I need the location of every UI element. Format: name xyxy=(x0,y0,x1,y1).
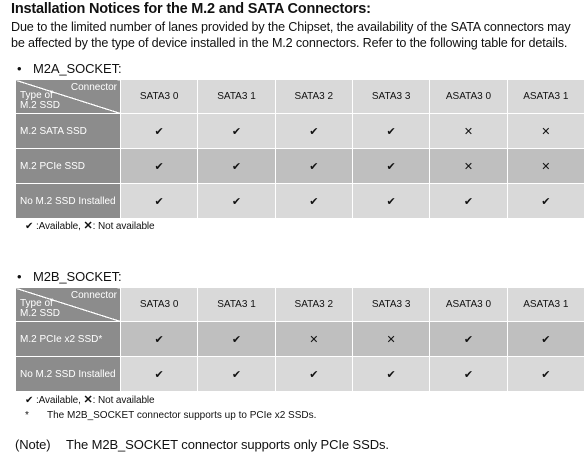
legend-not-available-text: : Not available xyxy=(92,221,155,232)
status-mark: ✔ xyxy=(352,114,429,149)
status-mark: ✔ xyxy=(507,184,584,219)
column-header: SATA3 0 xyxy=(121,80,198,114)
corner-connector-label: Connector xyxy=(70,82,117,93)
column-header: ASATA3 1 xyxy=(507,80,584,114)
status-mark: ✔ xyxy=(275,357,352,392)
status-mark: ✔ xyxy=(198,357,275,392)
cross-icon: ✕ xyxy=(83,394,93,406)
m2b-footnote xyxy=(25,410,316,421)
row-label: M.2 PCIe x2 SSD* xyxy=(16,322,121,357)
column-header: SATA3 3 xyxy=(352,80,429,114)
corner-type-label xyxy=(20,91,60,111)
status-mark: ✔ xyxy=(121,184,198,219)
table-row xyxy=(16,114,585,149)
m2b-corner-cell xyxy=(16,288,121,322)
status-mark: ✕ xyxy=(275,322,352,357)
status-mark: ✔ xyxy=(121,322,198,357)
legend-not-available-text: : Not available xyxy=(92,395,155,406)
status-mark: ✔ xyxy=(198,184,275,219)
status-mark: ✕ xyxy=(430,149,507,184)
status-mark: ✔ xyxy=(430,184,507,219)
corner-connector-label: Connector xyxy=(70,290,117,301)
status-mark: ✔ xyxy=(198,114,275,149)
status-mark: ✔ xyxy=(275,184,352,219)
status-mark: ✔ xyxy=(430,322,507,357)
status-mark: ✔ xyxy=(121,114,198,149)
status-mark: ✔ xyxy=(198,322,275,357)
check-icon: ✔ xyxy=(25,395,34,406)
legend-available-text: :Available, xyxy=(35,221,81,232)
corner-type-line2: M.2 SSD xyxy=(20,100,61,111)
note-line xyxy=(15,437,389,452)
m2a-legend xyxy=(25,219,155,232)
status-mark: ✔ xyxy=(198,149,275,184)
row-label: No M.2 SSD Installed xyxy=(16,357,121,392)
column-header: ASATA3 0 xyxy=(430,80,507,114)
corner-type-line2: M.2 SSD xyxy=(20,308,61,319)
legend-available-text: :Available, xyxy=(35,395,81,406)
status-mark: ✔ xyxy=(430,357,507,392)
status-mark: ✔ xyxy=(507,322,584,357)
table-row xyxy=(16,184,585,219)
m2b-heading xyxy=(17,269,122,284)
intro-paragraph: Due to the limited number of lanes provided by the Chipset, the availability of the SATA connectors may be affected by the type of device installed in the M.2 connectors. Refer to the following table for details. xyxy=(11,20,571,50)
status-mark: ✔ xyxy=(275,149,352,184)
footnote-marker: * xyxy=(25,410,29,421)
m2a-table xyxy=(15,79,585,219)
column-header: ASATA3 0 xyxy=(430,288,507,322)
corner-type-label xyxy=(20,299,60,319)
column-header: SATA3 2 xyxy=(275,288,352,322)
corner-type-line1: Type of xyxy=(20,298,53,309)
cross-icon: ✕ xyxy=(83,220,93,232)
row-label: M.2 PCIe SSD xyxy=(16,149,121,184)
column-header: SATA3 0 xyxy=(121,288,198,322)
m2b-header-row xyxy=(16,288,585,322)
table-row xyxy=(16,149,585,184)
table-row xyxy=(16,357,585,392)
m2a-heading xyxy=(17,61,122,76)
status-mark: ✕ xyxy=(352,322,429,357)
page-title: Installation Notices for the M.2 and SATA Connectors: xyxy=(11,1,371,17)
m2a-heading-text: M2A_SOCKET: xyxy=(33,61,122,76)
column-header: SATA3 1 xyxy=(198,288,275,322)
status-mark: ✔ xyxy=(352,149,429,184)
status-mark: ✔ xyxy=(352,184,429,219)
column-header: ASATA3 1 xyxy=(507,288,584,322)
note-text: The M2B_SOCKET connector supports only PCIe SSDs. xyxy=(66,437,389,452)
status-mark: ✕ xyxy=(507,149,584,184)
corner-type-line1: Type of xyxy=(20,90,53,101)
note-tag: (Note) xyxy=(15,437,51,452)
column-header: SATA3 3 xyxy=(352,288,429,322)
status-mark: ✔ xyxy=(507,357,584,392)
status-mark: ✔ xyxy=(121,357,198,392)
bullet-icon: • xyxy=(17,61,22,76)
status-mark: ✕ xyxy=(430,114,507,149)
bullet-icon: • xyxy=(17,269,22,284)
status-mark: ✔ xyxy=(275,114,352,149)
status-mark: ✔ xyxy=(121,149,198,184)
row-label: No M.2 SSD Installed xyxy=(16,184,121,219)
status-mark: ✕ xyxy=(507,114,584,149)
column-header: SATA3 2 xyxy=(275,80,352,114)
m2a-header-row xyxy=(16,80,585,114)
m2b-legend xyxy=(25,393,155,406)
status-mark: ✔ xyxy=(352,357,429,392)
check-icon: ✔ xyxy=(25,221,34,232)
row-label: M.2 SATA SSD xyxy=(16,114,121,149)
column-header: SATA3 1 xyxy=(198,80,275,114)
m2a-corner-cell xyxy=(16,80,121,114)
m2b-heading-text: M2B_SOCKET: xyxy=(33,269,122,284)
m2b-table xyxy=(15,287,585,392)
footnote-text: The M2B_SOCKET connector supports up to PCIe x2 SSDs. xyxy=(47,410,317,421)
table-row xyxy=(16,322,585,357)
